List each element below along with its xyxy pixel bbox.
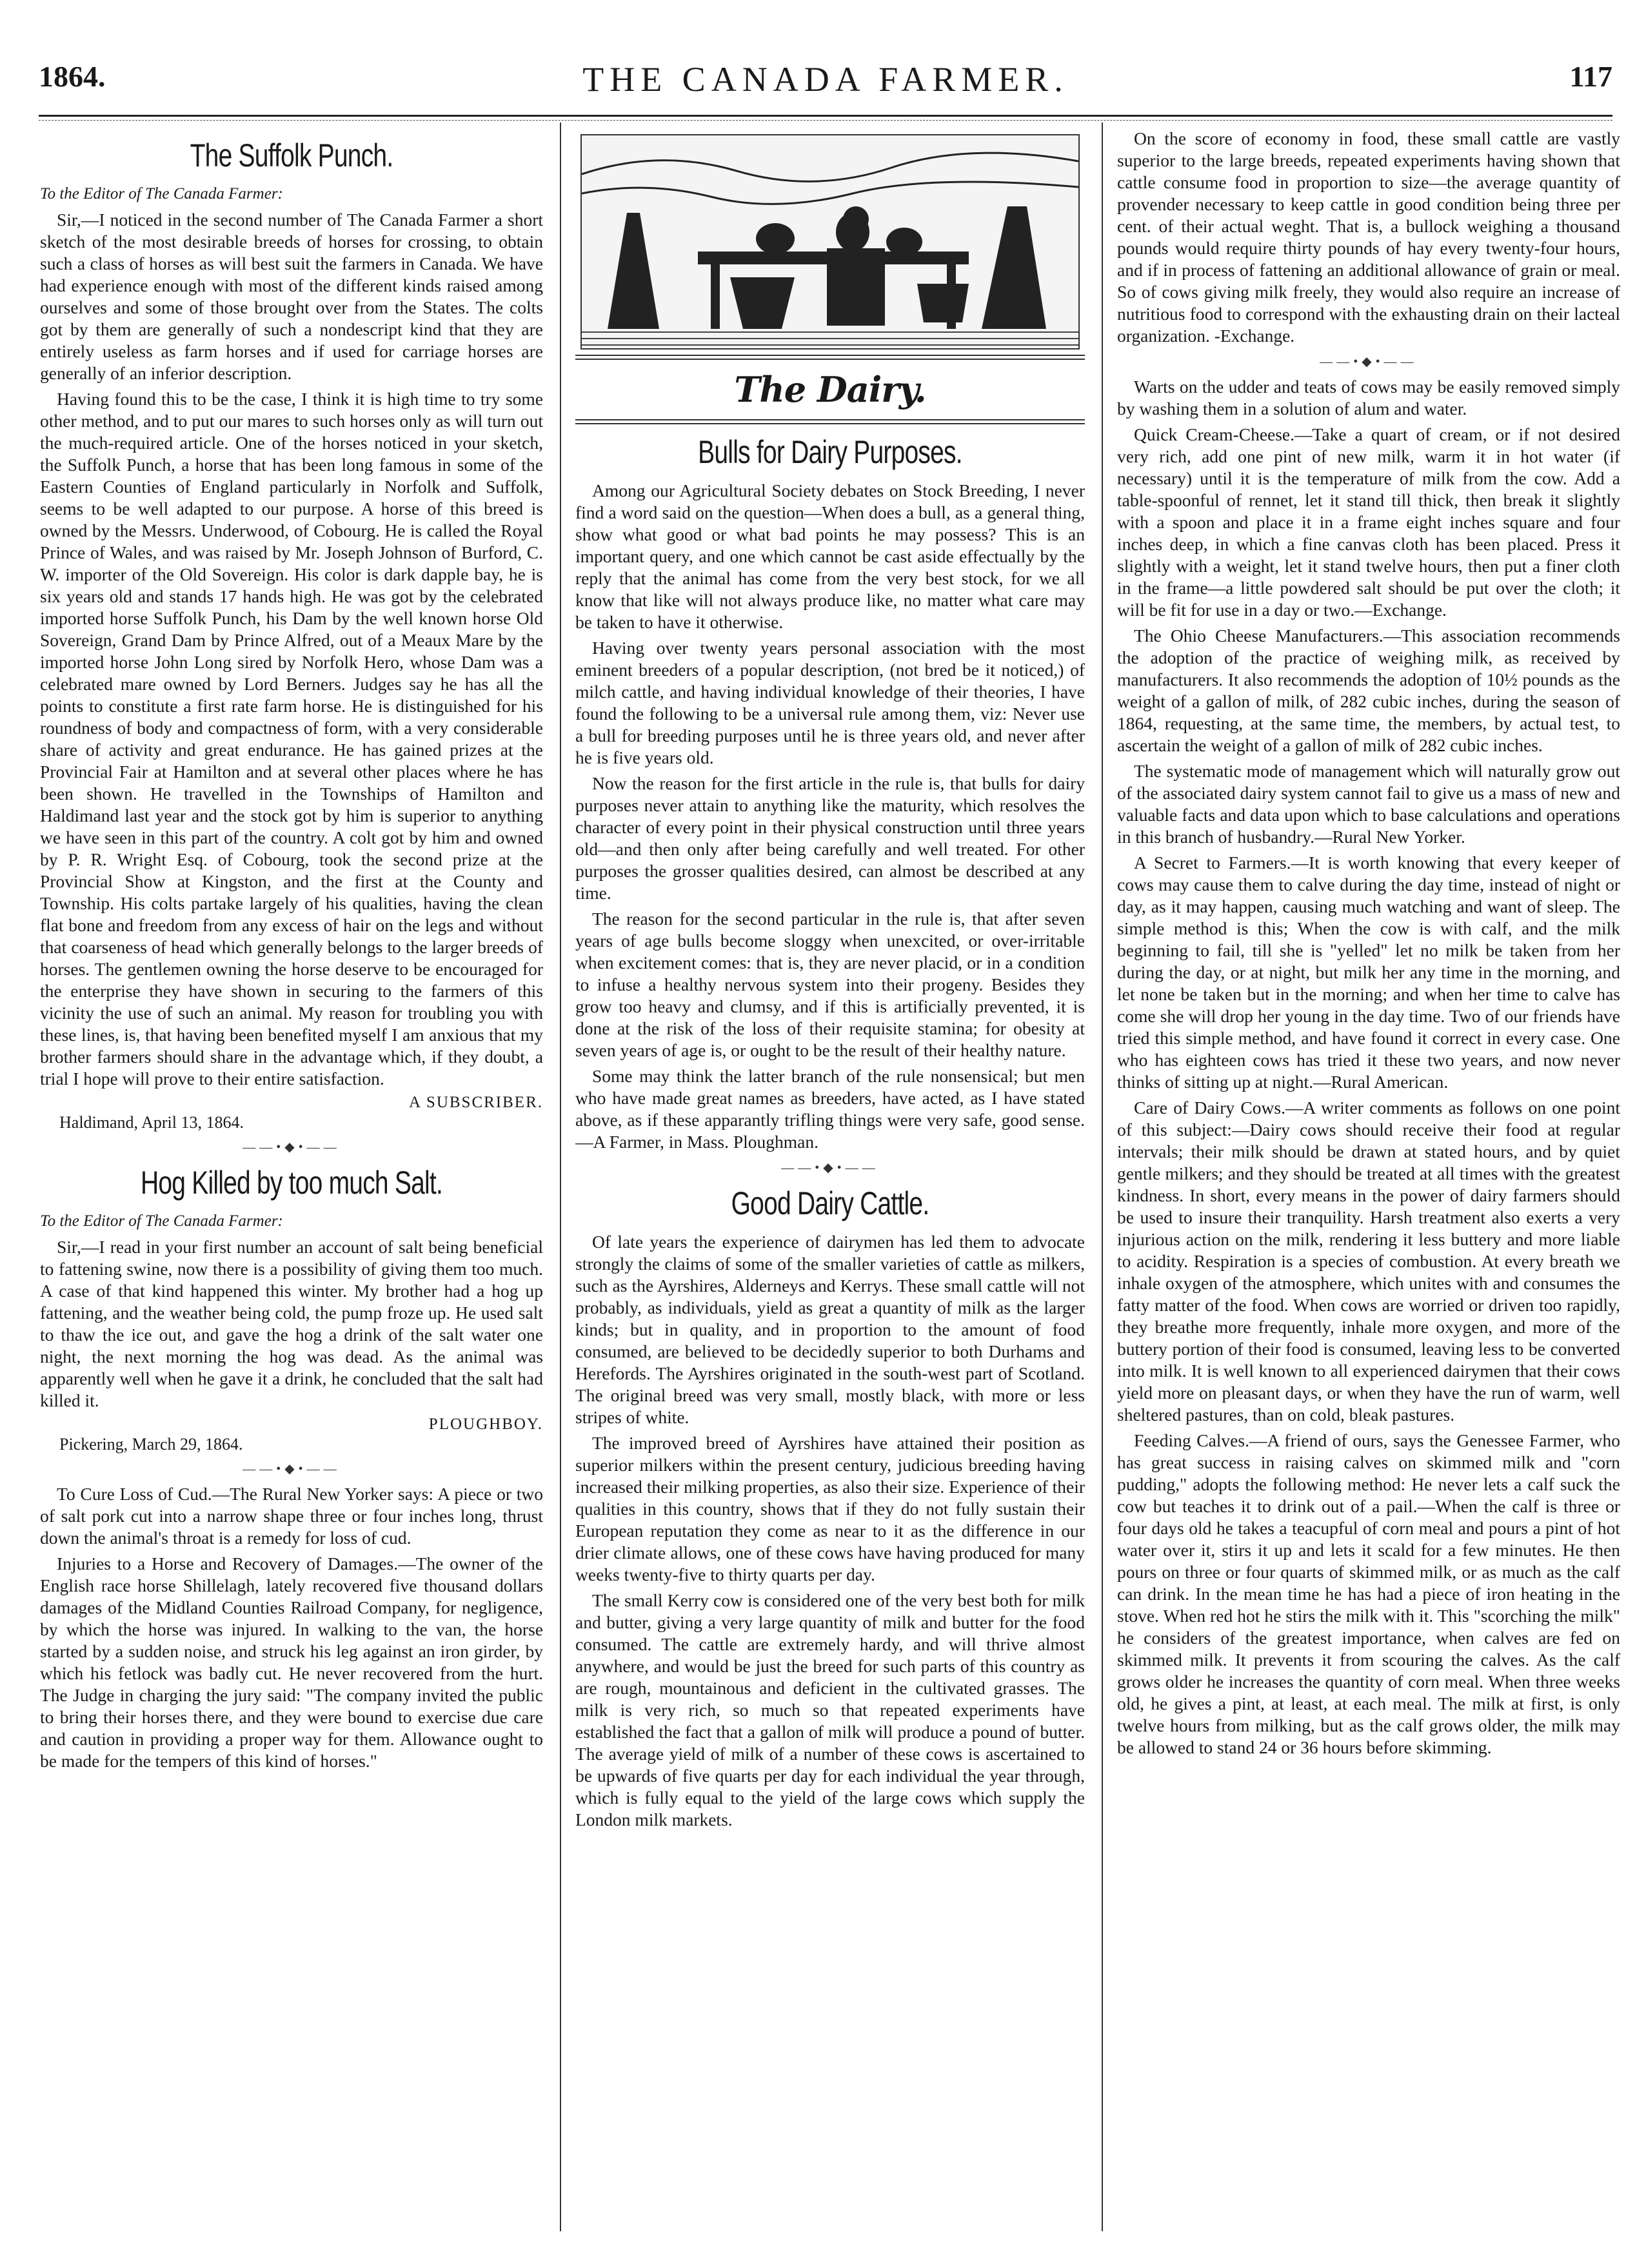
ornament-divider: ——•◆•——	[781, 1161, 879, 1175]
dairy-engraving-image	[580, 134, 1080, 350]
paragraph: Sir,—I read in your first number an account of salt being beneficial to fattening swine, now there is a possibility of giving them too much. A case of that kind happened this winter. My brother had a hog up fattening, and the weather being cold, the pump froze up. He used salt to thaw the ice out, and gave the hog a drink of the salt water one night, the next morning the hog was dead. As the animal was apparently well when he gave it a drink, he concluded that the salt had killed it.	[40, 1237, 543, 1410]
masthead-title: THE CANADA FARMER.	[582, 60, 1069, 99]
header-year: 1864.	[39, 60, 106, 93]
paragraph: The improved breed of Ayrshires have attained their position as superior milkers within the present century, judicious breeding having increased their milking properties, as also their size. Experience of their qualities in this country, shows that if they do not fully sustain their European reputation they come as near to it as the difference in our drier climate allows, one of these cows have having produced for many weeks twenty-five to thirty quarts per day.	[575, 1433, 1085, 1584]
article-title-good-dairy-cattle: Good Dairy Cattle.	[731, 1185, 929, 1221]
page-number: 117	[1569, 60, 1612, 93]
note-paragraph: Warts on the udder and teats of cows may be easily removed simply by washing them in a solution of alum and water.	[1117, 377, 1620, 419]
paragraph: Having found this to be the case, I think it is high time to try some other method, and to put our mares to such horses only as will turn out the much-required article. One of the horses noticed in your sketch, the Suffolk Punch, a horse that has been long famous in some of the Eastern Counties of England particularly in Norfolk and Suffolk, seems to be well adapted to our purpose. A horse of this breed is owned by the Messrs. Underwood, of Cobourg. He is called the Royal Prince of Wales, and was raised by Mr. Joseph Johnson of Burford, C. W. importer of the Old Sovereign. His color is dark dapple bay, he is six years old and stands 17 hands high. He was got by the celebrated imported horse Suffolk Punch, his Dam by the well known horse Old Sovereign, Grand Dam by Prince Alfred, out of a Meaux Mare by the imported horse John Long sired by Norfolk Hero, whose Dam was a celebrated mare owned by Lord Berners. Judges say he has all the points to constitute a first rate farm horse. He is distinguished for his roundness of body and compactness of form, with a very considerable share of activity and great endurance. He has gained prizes at the Provincial Fair at Hamilton and at several other places where he has been shown. He travelled in the Townships of Hamilton and Haldimand last year and the stock got by him is superior to anything we have seen in this part of the country. A colt got by him and owned by P. R. Wright Esq. of Cobourg, took the second prize at the Provincial Show at Kingston, and the first at the County and Township. His colts partake largely of his qualities, having the clean flat bone and freedom from any excess of hair on the legs and without that coarseness of head which generally belongs to the larger breeds of horses. The gentlemen owning the horse deserve to be encouraged for the enterprise they have shown in securing to the farmers of this vicinity the use of such an animal. My reason for troubling you with these lines, is, that having been benefited myself I am anxious that my brother farmers should share in the advantage which, if they doubt, a trial I hope will prove to their entire satisfaction.	[40, 389, 543, 1089]
paragraph: The reason for the second particular in the rule is, that after seven years of age bulls become sloggy when unexcited, or over-irritable when excitement comes: that is, they are never placid, or in a condition to infuse a healthy nervous system into their progeny. Besides they grow too heavy and clumsy, and if this is artificially prevented, it is done at the risk of the loss of their requisite stamina; for obesity at seven years of age is, or ought to be the result of their healthy nature.	[575, 909, 1085, 1060]
paragraph: Now the reason for the first article in the rule is, that bulls for dairy purposes never attain to anything like the maturity, which resolves the character of every point in their physical construction until three years old—and then only after being carefully and well treated. For other purposes the grosser qualities desired, can almost be described at any time.	[575, 773, 1085, 903]
column-1	[40, 128, 543, 2230]
paragraph: Sir,—I noticed in the second number of The Canada Farmer a short sketch of the most desirable breeds of horses for crossing, to obtain such a class of horses as will best suit the farmers in Canada. We have had experience enough with most of the different kinds raised among ourselves and some of those brought over from the States. The colts got by them are generally of such a nondescript kind that they are entirely useless as farm horses and if used for carriage horses are generally of an inferior description.	[40, 210, 543, 383]
note-paragraph: The Ohio Cheese Manufacturers.—This association recommends the adoption of the practice of weighing milk, as received by manufacturers. It also recommends the adoption of 10½ pounds as the weight of a gallon of milk, of 282 cubic inches, during the season of 1864, requesting, at the same time, the members, by actual test, to ascertain the weight of a gallon of milk of 282 cubic inches.	[1117, 626, 1620, 755]
signature: A SUBSCRIBER.	[408, 1094, 543, 1111]
note-paragraph: Quick Cream-Cheese.—Take a quart of cream, or if not desired very rich, add one pint of new milk, warm it in hot water (if necessary) until it is the temperature of milk from the cow. Add a table-spoonful of rennet, let it stand till thick, then break it slightly with a spoon and place it in a frame eight inches square and four inches deep, in which a fine canvas cloth has been placed. Press it slightly with a weight, let it stand twelve hours, then put a finer cloth in the frame—a little powdered salt should be put over the cloth; it will be fit for use in a day or two.—Exchange.	[1117, 424, 1620, 620]
column-divider-2	[1102, 123, 1103, 2231]
ornament-divider: ——•◆•——	[1320, 355, 1418, 369]
article-title-bulls: Bulls for Dairy Purposes.	[698, 434, 962, 470]
paragraph: Among our Agricultural Society debates on Stock Breeding, I never find a word said on the question—When does a bull, as a general thing, show what good or what bad points he may possess? This is an important query, and one which cannot be cast aside effectually by the reply that the animal has come from the very best stock, for we all know that like will not always produce like, no matter what care may be taken to have it otherwise.	[575, 480, 1085, 632]
article-title-hog-salt: Hog Killed by too much Salt.	[140, 1165, 443, 1201]
column-3	[1117, 128, 1620, 2230]
dateline: Haldimand, April 13, 1864.	[59, 1113, 244, 1132]
note-paragraph: Feeding Calves.—A friend of ours, says the Genessee Farmer, who has great success in raising calves on skimmed milk and "corn pudding," adopts the following method: He never lets a calf suck the cow but teaches it to drink out of a pail.—When the calf is three or four days old he takes a teacupful of corn meal and pours a pint of hot water over it, stirs it up and lets it scald for a few minutes. He then pours on three or four quarts of skimmed milk, or as much as the calf can drink. In the mean time he has had a piece of iron heating in the stove. When red hot he stirs the milk with it. This "scorching the milk" he considers of the greatest importance, when calves are fed on skimmed milk. It prevents it from scouring the calves. As the calf grows older he increases the quantity of corn meal. When three weeks old, he gives a pint, at least, at each meal. The milk at first, is only twelve hours from milking, but as the calf grows older, the milk may be allowed to stand 24 or 36 hours before skimming.	[1117, 1430, 1620, 1757]
column-2	[575, 128, 1085, 2230]
article-title-suffolk-punch: The Suffolk Punch.	[190, 137, 393, 173]
note-paragraph: Care of Dairy Cows.—A writer comments as follows on one point of this subject:—Dairy cows should receive their food at regular intervals; their milk should be drawn at stated hours, and by quiet gentle milkers; and they should be treated at all times with the greatest kindness. In short, every means in the power of dairy farmers should be used to insure their tranquility. Harsh treatment also exerts a very injurious action on the milk, rendering it less buttery and more liable to acidity. Respiration is a species of combustion. At every breath we inhale oxygen of the atmosphere, which unites with and consumes the fatty matter of the food. When cows are worried or driven too rapidly, they breathe more frequently, inhale more oxygen, and more of the buttery portion of their food is consumed, leaving less to be converted into milk. It is well known to all experienced dairymen that their cows yield more on pleasant days, or when they have the run of warm, well sheltered pastures, than on cold, bleak pastures.	[1117, 1098, 1620, 1425]
paragraph: Having over twenty years personal association with the most eminent breeders of a popular description, (not bred be it noticed,) of milch cattle, and having individual knowledge of their theories, I have found the following to be a universal rule among them, viz: Never use a bull for breeding purposes until he is three years old, and never after he is five years old.	[575, 638, 1085, 767]
paragraph: On the score of economy in food, these small cattle are vastly superior to the large breeds, repeated experiments having shown that cattle consume food in proportion to size—the average quantity of provender necessary to keep cattle in good condition being three per cent. of their actual weght. That is, a bullock weighing a thousand pounds would require thirty pounds of hay every twenty-four hours, and if in process of fattening an additional allowance of grain or meal. So of cows giving milk freely, they would also require an increase of nutritious food to correspond with the exhausting drain on their lacteal organization. -Exchange.	[1117, 128, 1620, 346]
paragraph: The small Kerry cow is considered one of the very best both for milk and butter, giving a very large quantity of milk and butter for the food consumed. The cattle are extremely hardy, and will thrive almost anywhere, and would be just the breed for such parts of this country as are rough, mountainous and deficient in the cultivated grasses. The milk is very rich, so much so that repeated experiments have established the fact that a gallon of milk will produce a pound of butter. The average yield of milk of a number of these cows is ascertained to be upwards of five quarts per day for each individual the year through, which is fully equal to the yield of the large cows which supply the London milk markets.	[575, 1590, 1085, 1829]
paragraph: Some may think the latter branch of the rule nonsensical; but men who have made great names as breeders, have acted, as I have stated above, as if these apparantly trifling things were very safe, good sense.—A Farmer, in Mass. Ploughman.	[575, 1066, 1085, 1152]
salutation: To the Editor of The Canada Farmer:	[40, 185, 283, 202]
ornament-divider: ——•◆•——	[243, 1140, 341, 1154]
section-rule	[575, 419, 1085, 424]
ornament-divider: ——•◆•——	[243, 1462, 341, 1476]
section-title-dairy: The Dairy.	[734, 369, 926, 410]
section-rule	[575, 355, 1085, 360]
salutation: To the Editor of The Canada Farmer:	[40, 1212, 283, 1230]
header-rule	[39, 115, 1612, 117]
paragraph: Of late years the experience of dairymen has led them to advocate strongly the claims of some of the smaller varieties of cattle as milkers, such as the Ayrshires, Alderneys and Kerrys. These small cattle will not probably, as individuals, yield as great a quantity of milk as the larger kinds; but in quality, and in proportion to the amount of food consumed, are believed to be decidedly superior to both Durhams and Herefords. The Ayrshires originated in the south-west part of Scotland. The original breed was very small, mostly black, with more or less stripes of white.	[575, 1232, 1085, 1427]
note-paragraph: To Cure Loss of Cud.—The Rural New Yorker says: A piece or two of salt pork cut into a narrow shape three or four inches long, thrust down the animal's throat is a remedy for loss of cud.	[40, 1484, 543, 1548]
header-rule-dashed	[39, 120, 1612, 121]
note-paragraph: Injuries to a Horse and Recovery of Damages.—The owner of the English race horse Shillelagh, lately recovered five thousand dollars damages of the Midland Counties Railroad Company, for negligence, by which the horse was injured. In walking to the van, the horse started by a sudden noise, and struck his leg against an iron girder, by which his fetlock was badly cut. He never recovered from the hurt. The Judge in charging the jury said: "The company invited the public to bring their horses there, and they were bound to exercise due care and caution in providing a proper way for them. Allowance ought to be made for the tempers of this kind of horses."	[40, 1553, 543, 1771]
signature: PLOUGHBOY.	[428, 1415, 543, 1433]
note-paragraph: A Secret to Farmers.—It is worth knowing that every keeper of cows may cause them to calve during the day time, instead of night or day, as it may happen, causing much watching and want of sleep. The simple method is this; When the cow is with calf, and the milk beginning to fail, till she is "yelled" let no milk be taken from her during the day, or at night, but milk her any time in the morning, and let none be taken but in the morning; and when her time to calve has come she will drop her young in the day time. Two of our friends have tried this simple method, and have found it correct in every case. One who has eighteen cows has tried it these two years, and now never thinks of sitting up at night.—Rural American.	[1117, 853, 1620, 1092]
page-header	[39, 59, 1612, 98]
column-divider-1	[560, 123, 561, 2231]
note-paragraph: The systematic mode of management which will naturally grow out of the associated dairy system cannot fail to give us a mass of new and valuable facts and data upon which to base calculations and operations in this branch of husbandry.—Rural New Yorker.	[1117, 761, 1620, 847]
dateline: Pickering, March 29, 1864.	[59, 1435, 243, 1454]
